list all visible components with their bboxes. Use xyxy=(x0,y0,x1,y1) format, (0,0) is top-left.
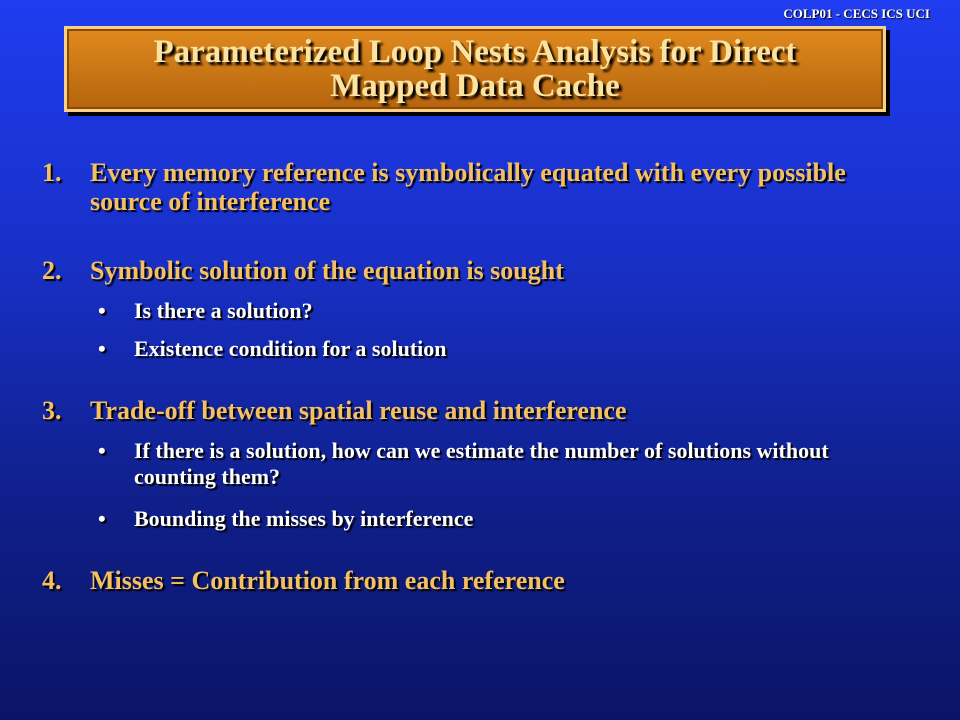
slide-title xyxy=(143,35,806,103)
bullet: • xyxy=(98,336,106,361)
title-line-2: Mapped Data Cache xyxy=(330,68,620,104)
sub-item-2-1-text: Is there a solution? xyxy=(134,298,313,323)
title-line-1: Parameterized Loop Nests Analysis for Direct xyxy=(153,34,797,70)
list-item-4-text: Misses = Contribution from each reference xyxy=(90,566,565,595)
header-tag: COLP01 - CECS ICS UCI xyxy=(783,6,930,21)
list-item-4-number: 4. xyxy=(42,566,62,595)
list-item-2 xyxy=(42,256,922,285)
sub-item-3-1-text: If there is a solution, how can we estimate the number of solutions without counting them? xyxy=(134,438,829,489)
sub-item-2-2-text: Existence condition for a solution xyxy=(134,336,447,361)
bullet: • xyxy=(98,506,106,531)
sub-item-2-1 xyxy=(98,298,898,324)
list-item-2-text: Symbolic solution of the equation is sought xyxy=(90,256,564,285)
list-item-2-number: 2. xyxy=(42,256,62,285)
title-box xyxy=(64,26,886,112)
list-item-1-number: 1. xyxy=(42,158,62,187)
sub-item-3-1 xyxy=(98,438,898,490)
sub-item-3-2 xyxy=(98,506,898,532)
bullet: • xyxy=(98,438,106,463)
list-item-1-text: Every memory reference is symbolically equated with every possible source of interference xyxy=(90,158,846,216)
sub-item-2-2 xyxy=(98,336,898,362)
bullet: • xyxy=(98,298,106,323)
list-item-3 xyxy=(42,396,922,425)
sub-item-3-2-text: Bounding the misses by interference xyxy=(134,506,474,531)
list-item-1 xyxy=(42,158,922,216)
list-item-4 xyxy=(42,566,922,595)
list-item-3-number: 3. xyxy=(42,396,62,425)
list-item-3-text: Trade-off between spatial reuse and interference xyxy=(90,396,627,425)
